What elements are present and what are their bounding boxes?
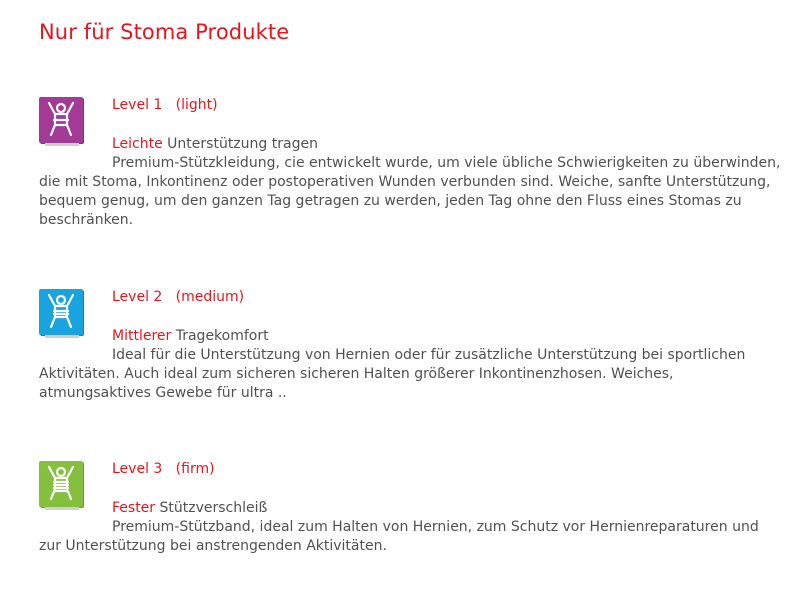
level-3-description: Premium-Stützband, ideal zum Halten von Hernien, zum Schutz vor Hernienreparaturen und zur Unterstützung bei anstrengenden Aktivitäten.	[39, 519, 759, 554]
level-2-description: Ideal für die Unterstützung von Hernien oder für zusätzliche Unterstützung bei sportlichen Aktivitäten. Auch ideal zum sicheren sicheren Halten größerer Inkontinenzhosen. Weiches, atmungsaktives Gewebe für ultra ..	[39, 347, 746, 401]
level-1-description: Premium-Stützkleidung, cie entwickelt wurde, um viele übliche Schwierigkeiten zu überwinden, die mit Stoma, Inkontinenz oder postoperativen Wunden verbunden sind. Weiche, sanfte Unterstützung, bequem genug, um den ganzen Tag getragen zu werden, jeden Tag ohne den Fluss eines Stomas zu beschränken.	[39, 155, 781, 228]
level-3-subtitle-rest: Stützverschleiß	[155, 500, 268, 516]
level-3-heading: Level 3 (firm)	[112, 461, 215, 477]
level-2-subtitle-rest: Tragekomfort	[171, 328, 269, 344]
level-1-heading: Level 1 (light)	[112, 97, 218, 113]
page-title: Nur für Stoma Produkte	[39, 20, 290, 44]
level-2-heading: Level 2 (medium)	[112, 289, 245, 305]
level-1-subtitle	[39, 135, 784, 154]
level-2-accent-word: Mittlerer	[112, 328, 172, 344]
level-2-subtitle	[39, 327, 784, 346]
level-1-subtitle-rest: Unterstützung tragen	[162, 136, 318, 152]
level-3-subtitle	[39, 499, 784, 518]
level-3-body	[39, 499, 784, 556]
level-2-body	[39, 327, 784, 403]
level-1-body	[39, 135, 784, 230]
level-3-accent-word: Fester	[112, 500, 156, 516]
level-1-accent-word: Leichte	[112, 136, 163, 152]
